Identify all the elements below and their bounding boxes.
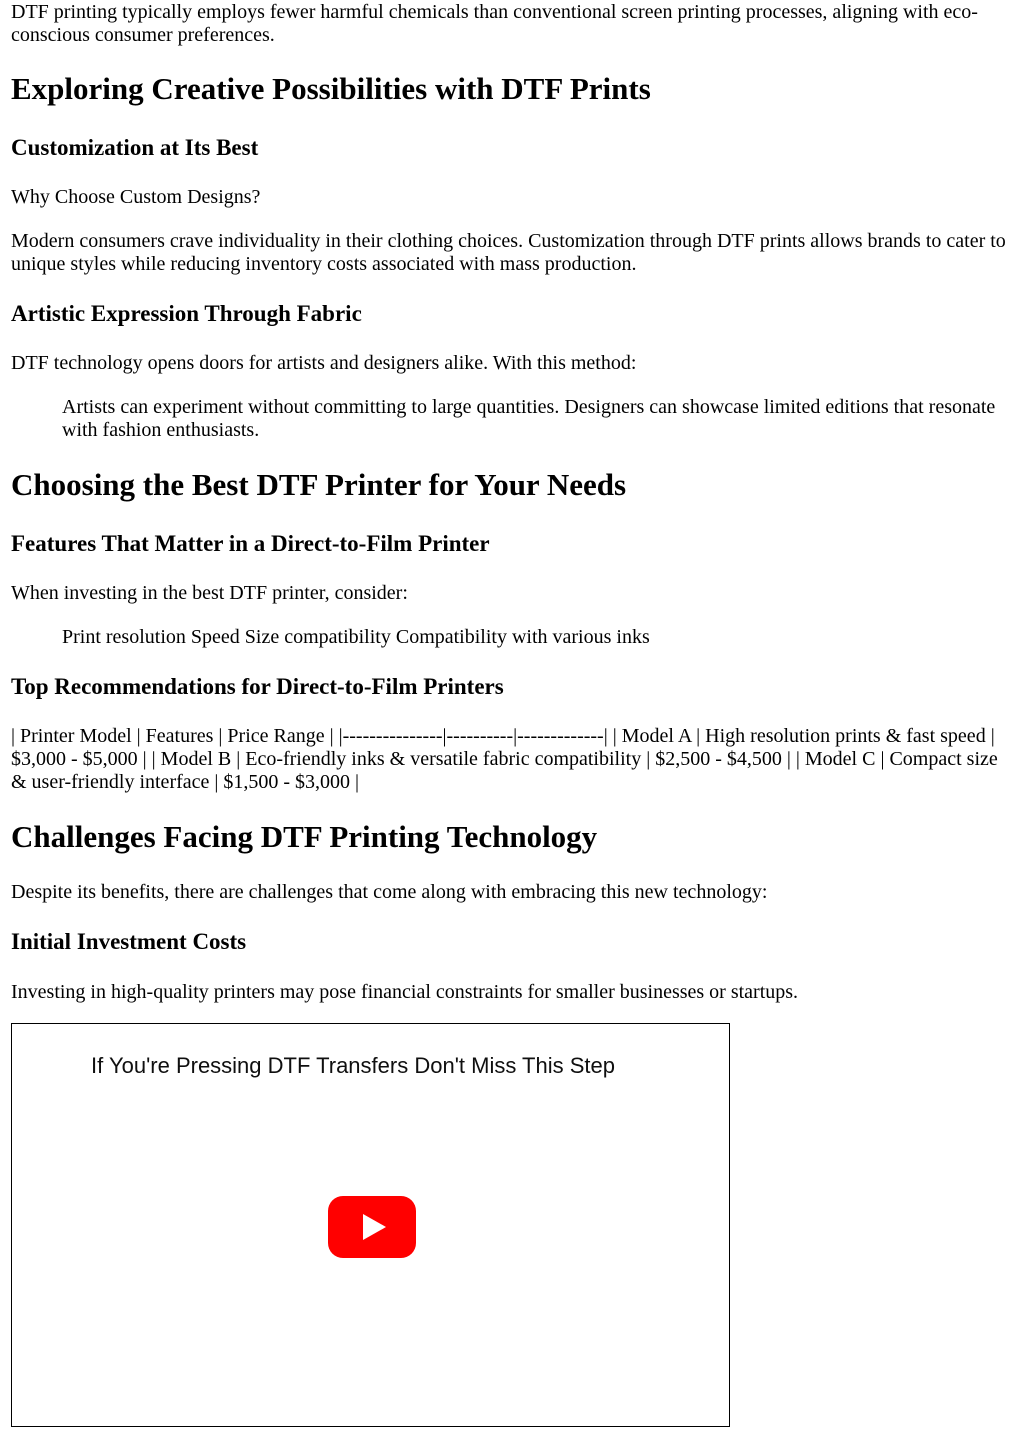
heading-customization: Customization at Its Best — [11, 135, 259, 160]
heading-choosing-printer: Choosing the Best DTF Printer for Your Needs — [11, 467, 627, 502]
youtube-play-icon[interactable] — [328, 1196, 416, 1258]
artistic-quote: Artists can experiment without committing to large quantities. Designers can showcase limited editions that resonate with fashion enthusiasts. — [62, 396, 996, 441]
features-quote: Print resolution Speed Size compatibility Compatibility with various inks — [62, 626, 650, 648]
heading-challenges: Challenges Facing DTF Printing Technology — [11, 819, 598, 854]
features-body: When investing in the best DTF printer, consider: — [11, 582, 408, 604]
customization-question: Why Choose Custom Designs? — [11, 186, 261, 208]
video-title[interactable]: If You're Pressing DTF Transfers Don't Miss This Step — [91, 1053, 615, 1078]
heading-investment-costs: Initial Investment Costs — [11, 929, 247, 954]
heading-recommendations: Top Recommendations for Direct-to-Film Printers — [11, 674, 504, 699]
intro-paragraph: DTF printing typically employs fewer harmful chemicals than conventional screen printing processes, aligning with eco-conscious consumer preferences. — [11, 1, 978, 46]
heading-features: Features That Matter in a Direct-to-Film Printer — [11, 531, 490, 556]
heading-artistic-expression: Artistic Expression Through Fabric — [11, 301, 362, 326]
customization-body: Modern consumers crave individuality in their clothing choices. Customization through DTF prints allows brands to cater to unique styles while reducing inventory costs associated with mass production. — [11, 230, 1006, 275]
heading-creative-possibilities: Exploring Creative Possibilities with DTF Prints — [11, 71, 651, 106]
investment-body: Investing in high-quality printers may pose financial constraints for smaller businesses or startups. — [11, 981, 799, 1003]
recommendations-table-text: | Printer Model | Features | Price Range | |---------------|----------|-------------| | Model A | High resolution prints & fast speed | $3,000 - $5,000 | | Model B | Eco-friendly inks & versatile fabric compatibility | $2,500 - $4,500 | | Model C | Compact size & user-friendly interface | $1,500 - $3,000 | — [11, 725, 998, 793]
challenges-body: Despite its benefits, there are challenges that come along with embracing this new technology: — [11, 881, 768, 903]
artistic-body: DTF technology opens doors for artists and designers alike. With this method: — [11, 352, 637, 374]
video-embed[interactable] — [11, 1023, 730, 1427]
